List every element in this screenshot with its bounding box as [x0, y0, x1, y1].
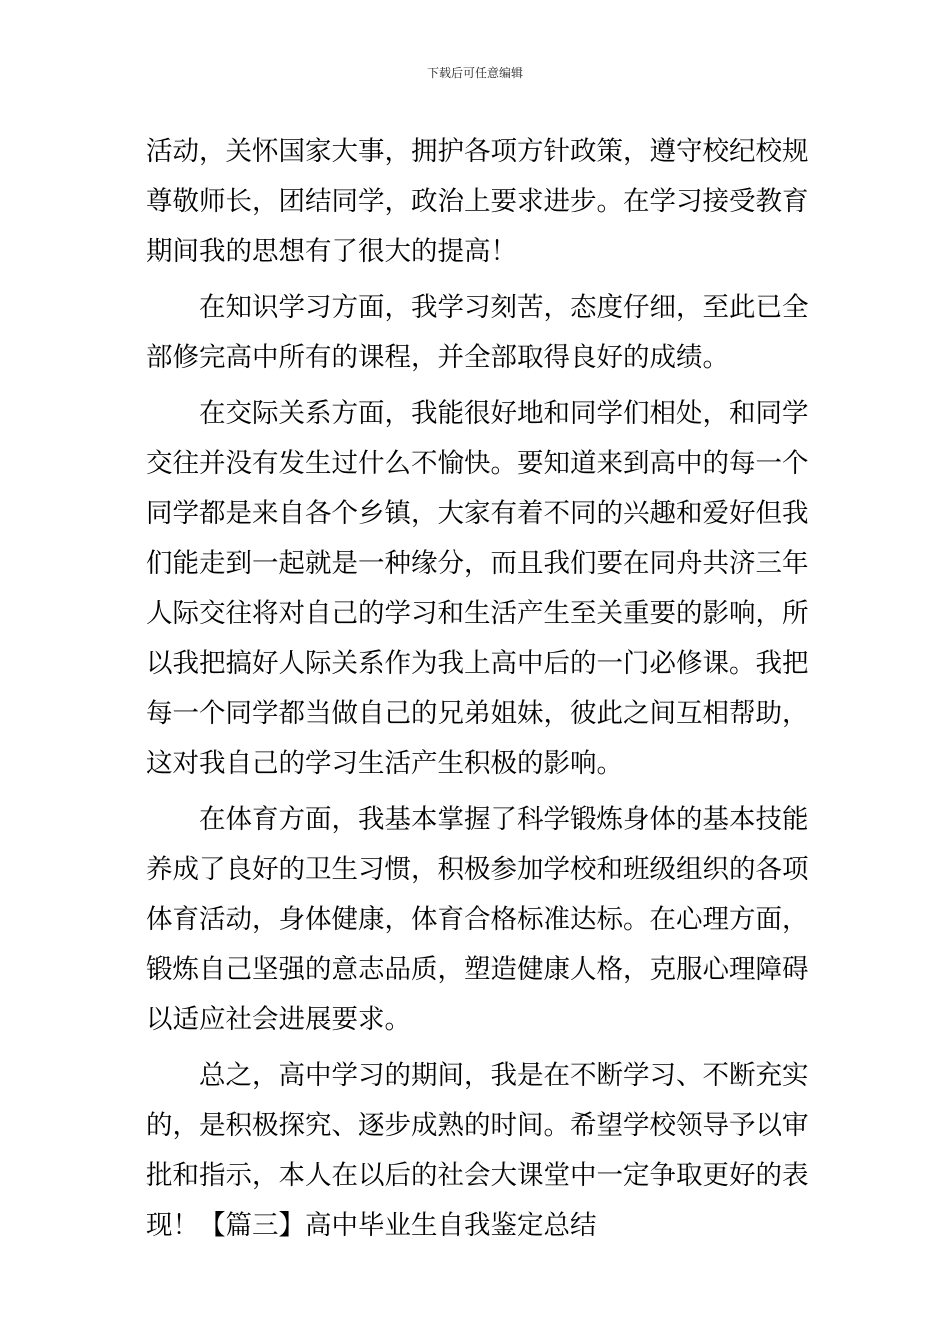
text-line: 同学都是来自各个乡镇，大家有着不同的兴趣和爱好但我: [146, 498, 809, 529]
text-line: 活动，关怀国家大事，拥护各项方针政策，遵守校纪校规: [146, 136, 809, 167]
paragraph-4: [146, 795, 809, 1045]
text-line: 体育活动，身体健康，体育合格标准达标。在心理方面，: [146, 904, 809, 935]
text-line: 这对我自己的学习生活产生积极的影响。: [146, 748, 623, 779]
text-line: 人际交往将对自己的学习和生活产生至关重要的影响，所: [146, 598, 809, 629]
text-line: 尊敬师长，团结同学，政治上要求进步。在学习接受教育: [146, 186, 809, 217]
text-line: 每一个同学都当做自己的兄弟姐妹，彼此之间互相帮助，: [146, 698, 809, 729]
text-line: 部修完高中所有的课程，并全部取得良好的成绩。: [146, 342, 729, 373]
text-line: 现！【篇三】高中毕业生自我鉴定总结: [146, 1210, 597, 1241]
text-line: 的，是积极探究、逐步成熟的时间。希望学校领导予以审: [146, 1110, 809, 1141]
text-line: 总之，高中学习的期间，我是在不断学习、不断充实: [199, 1060, 809, 1091]
document-body: [146, 127, 809, 1251]
text-line: 交往并没有发生过什么不愉快。要知道来到高中的每一个: [146, 448, 809, 479]
paragraph-5: [146, 1051, 809, 1251]
text-line: 在体育方面，我基本掌握了科学锻炼身体的基本技能: [199, 804, 809, 835]
text-line: 以我把搞好人际关系作为我上高中后的一门必修课。我把: [146, 648, 809, 679]
page-header: 下载后可任意编辑: [426, 66, 523, 80]
text-line: 期间我的思想有了很大的提高！: [146, 236, 517, 267]
paragraph-1: [146, 127, 809, 277]
text-line: 养成了良好的卫生习惯，积极参加学校和班级组织的各项: [146, 854, 809, 885]
paragraph-3: [146, 389, 809, 789]
text-line: 在交际关系方面，我能很好地和同学们相处，和同学: [199, 398, 809, 429]
text-line: 们能走到一起就是一种缘分，而且我们要在同舟共济三年: [146, 548, 809, 579]
text-line: 在知识学习方面，我学习刻苦，态度仔细，至此已全: [199, 292, 809, 323]
text-line: 批和指示，本人在以后的社会大课堂中一定争取更好的表: [146, 1160, 809, 1191]
text-line: 锻炼自己坚强的意志品质，塑造健康人格，克服心理障碍: [146, 954, 809, 985]
paragraph-2: [146, 283, 809, 383]
text-line: 以适应社会进展要求。: [146, 1004, 411, 1035]
